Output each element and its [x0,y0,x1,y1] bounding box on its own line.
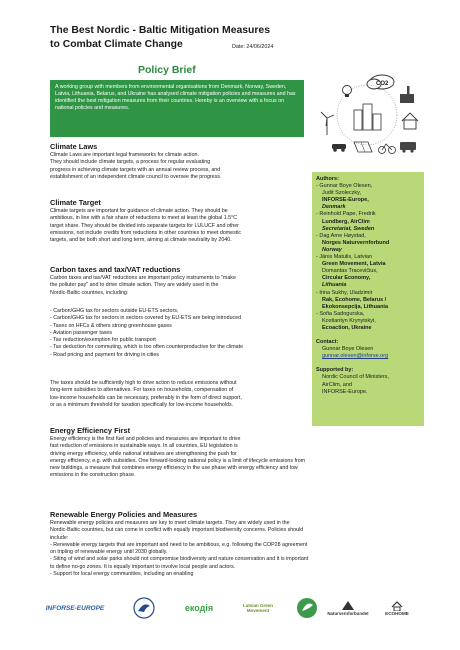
author-line: - Jānis Matulis, Latvian [316,254,372,261]
tree-icon [342,601,354,611]
author-line: Domantas Tracevičius, [322,268,378,275]
bullet-item: - Tax deduction for commuting, which is too often counterproductive for the climate [50,344,244,351]
author-line: Secretariat, Sweden [322,225,375,232]
factory-icon [400,86,414,103]
text-line: They should include climate targets, a process for regular evaluating [50,159,211,166]
bullet-item: - Carbon/GHG tax for sectors outside EU-ETS sectors, [50,308,179,314]
climate-target-text [50,208,308,244]
renewable-text [50,520,425,578]
nordic-swan-logo [124,596,164,620]
text-line: establishment of an independent climate council to oversee the progress. [50,173,222,180]
latvian-green-movement-logo: Latvian Green Movement [242,603,273,613]
text-line: - Renewable energy targets that are important and need to be ambitious, e.g. following the COP28 agreement [50,541,308,548]
lightbulb-icon [343,86,352,98]
text-line: emissions, not include credits from reductions in other countries to meet domestic [50,229,242,236]
inforse-logo: INFORSE-EUROPE [45,604,105,612]
partner-logos [40,596,420,620]
title-line-1: The Best Nordic - Baltic Mitigation Measures [50,25,270,36]
bullet-item: - Road pricing and payment for driving in cities [50,351,159,358]
bullet-item: - Carbon/GHG tax for sectors in sectors covered by EU-ETS are being introduced [50,315,242,322]
text-line: driving energy efficiency, while national initiatives are strengthening the push for [50,450,237,457]
text-line: Carbon taxes and tax/VAT reductions are important policy instruments to "make [50,275,236,281]
author-line: - Reinhold Pape, Fredrik [316,211,376,218]
author-line: Kostiantyn Krynytskyi, [322,317,376,324]
text-line: energy efficiency, e.g. with subsidies. One forward-looking national policy is a limit of lifecycle emissions from [50,457,306,464]
author-line: INFORSE-Europe, [322,197,369,204]
bus-icon [400,142,416,153]
text-line: Nordic-Baltic countries, but can come in conflict with equally important biodiversity concerns. Policies should [50,527,304,534]
house-icon [402,113,418,129]
text-line: on tripling of renewable energy until 2030 globally. [50,549,168,556]
intro-text: A working group with members from environmental organisations from Denmark, Norway, Sweden, Latvia, Lithuania, Belarus, and Ukraine has analysed climate mitigation policies and measures and has identified the best mitigation measures from their countries. Hereby is an overview with a focus on national policies and measures. [55,84,296,112]
author-line: Lithuania [322,282,347,289]
text-line: to define no-go zones. It is equally important to involve local people and actors. [50,563,236,570]
ecohome-house-icon [391,601,403,611]
green-leaf-logo [292,596,322,620]
author-line: Circular Economy, [322,275,371,282]
text-line: - Siting of wind and solar parks should not compromise biodiversity and nature conservation and it is important [50,556,309,563]
text-line: the polluter pay" and to drive climate action. They are widely used in the [50,282,219,289]
text-line: progress in achieving climate targets with an annual review process, and [50,166,221,173]
contact-label: Contact: [316,339,339,346]
supporter-line: INFORSE-Europe. [322,388,368,395]
text-line: Nordic-Baltic countries, including: [50,289,129,296]
wind-turbine-icon [321,112,334,135]
author-line: Judit Szoleczky, [322,190,362,197]
author-line: Green Movement, Latvia [322,261,386,268]
text-line: The taxes should be sufficiently high to drive action to reduce emissions without [50,380,237,386]
text-line: - Support for local energy communities, including an enabling [50,571,194,578]
text-line: Renewable energy policies and measures are key to meet climate targets. They are widely used in the [50,520,290,526]
heading-climate-target: Climate Target [50,198,101,207]
climate-illustration [312,70,422,160]
policy-brief-heading: Policy Brief [138,64,196,76]
author-line: Norges Naturvernforbund [322,239,390,246]
author-line: - Dag Arne Høystad, [316,232,366,239]
text-line: emissions in the construction phase. [50,472,136,479]
authors-sidebar [312,172,424,426]
text-line: fast reduction of emissions in sustainable ways. In all countries, EU legislation is [50,443,238,450]
author-line: Norway [322,246,342,253]
contact-email-link[interactable]: gunnar.olesen@inforse.org [322,353,389,360]
author-line: Ekokonsepcija, Lithuania [322,303,389,310]
car-icon [332,144,346,152]
carbon-taxes-bullets [50,308,310,359]
text-line: Climate targets are important for guidance of climate action. They should be [50,208,228,214]
text-line: new buildings, a measure that combines energy efficiency in the use phase with energy efficiency and low [50,465,298,472]
ecohome-text: ECOHOME [385,610,409,616]
text-line: Climate Laws are important legal frameworks for climate action. [50,152,199,158]
author-line: Lundberg, AirClim [322,218,370,225]
contact-name: Gunnar Boye Olesen [322,346,374,353]
supporter-line: Nordic Council of Ministers, [322,374,389,381]
solar-panel-icon [354,142,372,152]
carbon-taxes-intro [50,275,308,297]
title-line-2: to Combat Climate Change [50,39,183,50]
heading-climate-laws: Climate Laws [50,142,98,151]
text-line: long-term subsidies to alternatives. For taxes on households, compensation of [50,387,234,394]
text-line: low-income households can be necessary, preferably in the form of direct support, [50,394,242,401]
text-line: targets, and be both short and long term, aiming at climate neutrality by 2040. [50,237,232,244]
bullet-item: - Aviation passenger taxes [50,329,113,336]
author-line: - Irina Sukhy, Uladzimir [316,289,373,296]
bicycle-icon [379,144,396,154]
supporter-line: AirClim, and [322,381,352,388]
climate-laws-text [50,152,308,181]
document-date: Date: 24/06/2024 [232,44,274,50]
author-line: Rak, Ecohome, Belarus / [322,296,387,303]
naturvernforbundet-text: Naturvernforbundet [327,610,369,616]
author-line: Ecoaction, Ukraine [322,324,372,331]
text-line: target share. They should be divided into separate targets for LULUCF and other [50,222,239,229]
ecoaction-logo: екодія [184,603,214,613]
supported-label: Supported by: [316,367,354,374]
buildings-icon [354,104,381,130]
carbon-taxes-outro [50,380,308,409]
heading-carbon-taxes: Carbon taxes and tax/VAT reductions [50,265,181,274]
bullet-item: - Tax reduction/exemption for public transport [50,337,156,344]
text-line: Energy efficiency is the first fuel and policies and measures are important to drive [50,436,241,442]
author-line: - Sofia Sadogurska, [316,310,365,317]
energy-efficiency-text [50,436,422,480]
author-line: - Gunnar Boye Olesen, [316,183,373,190]
text-line: ambitious, in line with a fair share of reductions to meet at least the global 1.5°C [50,215,238,222]
text-line: or as a minimum threshold for taxation specifically for low-income households. [50,401,234,408]
heading-renewable: Renewable Energy Policies and Measures [50,510,198,519]
text-line: include: [50,534,69,541]
authors-label: Authors: [316,176,339,182]
cloud-co2-icon [367,75,394,89]
heading-energy-efficiency: Energy Efficiency First [50,426,131,435]
bullet-item: - Taxes on HFCs & others strong greenhouse gases [50,322,172,329]
intro-box [50,80,304,137]
naturvernforbundet-logo [326,596,370,620]
author-line: Denmark [322,204,346,211]
ecohome-logo [374,596,420,620]
co2-label: CO2 [376,81,389,87]
